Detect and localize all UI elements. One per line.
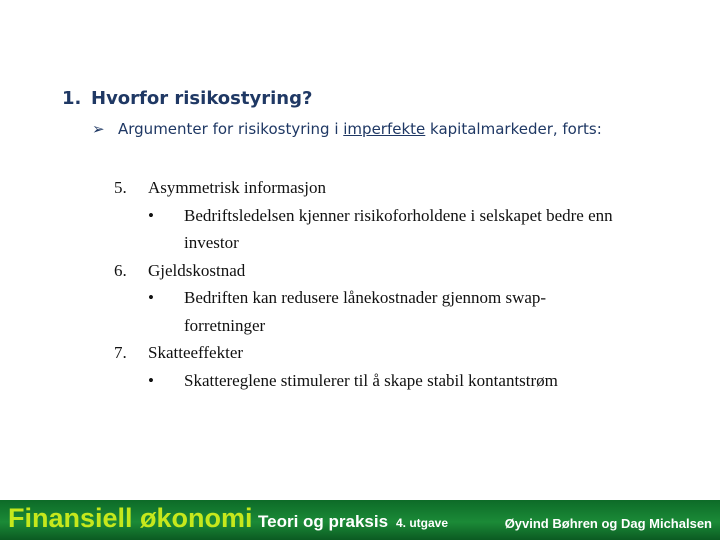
list-item <box>100 257 660 340</box>
item-title: Asymmetrisk informasjon <box>148 178 327 197</box>
item-title: Skatteeffekter <box>148 343 244 362</box>
arrow-bullet-icon: ➢ <box>92 120 105 138</box>
footer-authors: Øyvind Bøhren og Dag Michalsen <box>504 516 712 531</box>
item-number: 6. <box>114 260 127 280</box>
bullet-dot: • <box>148 288 154 307</box>
subheading-text-underlined: imperfekte <box>343 120 426 138</box>
item-bullet <box>148 367 660 395</box>
bullet-text: Bedriftsledelsen kjenner risikoforholdene i selskapet bedre enn investor <box>184 205 613 252</box>
footer-edition: 4. utgave <box>396 516 449 530</box>
list-item <box>100 339 660 394</box>
heading-text: Hvorfor risikostyring? <box>91 88 313 109</box>
argument-list <box>100 174 660 394</box>
bullet-dot: • <box>148 205 154 225</box>
footer-bar <box>0 500 720 540</box>
item-number: 7. <box>114 343 127 362</box>
item-number: 5. <box>114 178 127 197</box>
bullet-text: Bedriften kan redusere lånekostnader gjennom swap-forretninger <box>184 288 547 335</box>
subheading-text-after: kapitalmarkeder, forts: <box>425 120 602 138</box>
list-item <box>100 174 660 257</box>
bullet-dot: • <box>148 370 154 390</box>
footer-brand: Finansiell økonomi <box>8 503 253 533</box>
heading-number: 1. <box>62 88 82 109</box>
item-title: Gjeldskostnad <box>148 260 246 280</box>
slide-heading <box>62 88 312 109</box>
item-bullet <box>148 284 660 339</box>
item-bullet <box>148 202 660 257</box>
subheading <box>92 120 602 138</box>
bullet-text: Skattereglene stimulerer til å skape stabil kontantstrøm <box>184 370 558 390</box>
footer-subtitle: Teori og praksis <box>258 512 389 531</box>
subheading-text-before: Argumenter for risikostyring i <box>118 120 344 138</box>
